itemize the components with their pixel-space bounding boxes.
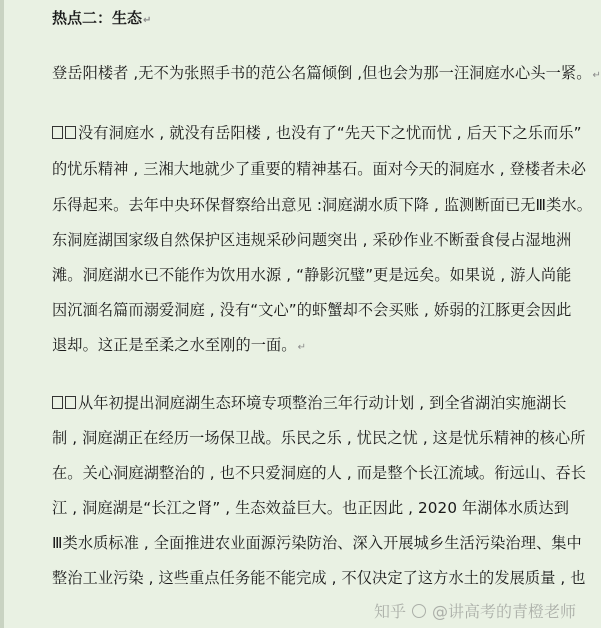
placeholder-box-icon (65, 126, 76, 139)
return-mark: ↵ (297, 342, 307, 353)
paragraph-3-line-5: Ⅲ类水质标准 , 全面推进农业面源污染防治、深入开展城乡生活污染治理、集中 (52, 534, 582, 552)
paragraph-2-line-3: 乐得起来。去年中央环保督察给出意见 :洞庭湖水质下降 , 监测断面已无Ⅲ类水。 (52, 196, 592, 214)
watermark-author: @讲高考的青橙老师 (431, 602, 576, 621)
paragraph-2-line-1: 没有洞庭水 , 就没有岳阳楼 , 也没有了“先天下之忧而忧 , 后天下之乐而乐” (52, 122, 582, 144)
paragraph-3-line-6: 整治工业污染 , 这些重点任务能不能完成 , 不仅决定了这方水土的发展质量 , 也 (52, 569, 586, 587)
paragraph-3-line-3: 在。关心洞庭湖整治的 , 也不只爱洞庭的人 , 而是整个长江流域。衔远山、吞长 (52, 464, 587, 482)
paragraph-2-line-6: 因沉湎名篇而溺爱洞庭 , 没有“文心”的虾蟹却不会买账 , 娇弱的江豚更会因此 (52, 301, 572, 319)
return-mark: ↵ (143, 15, 152, 26)
paragraph-2-line-2: 的忧乐精神 , 三湘大地就少了重要的精神基石。面对今天的洞庭水 , 登楼者未必 (52, 160, 587, 178)
placeholder-box-icon (52, 396, 63, 409)
paragraph-3-line-1: 从年初提出洞庭湖生态环境专项整治三年行动计划 , 到全省湖泊实施湖长 (52, 392, 567, 414)
watermark-site: 知乎 (373, 602, 406, 621)
placeholder-box-icon (65, 396, 76, 409)
page-left-border (0, 0, 4, 628)
paragraph-2-line-5: 滩。洞庭湖水已不能作为饮用水源 , “静影沉璧”更是远矣。如果说 , 游人尚能 (52, 266, 572, 284)
return-mark: ↵ (592, 70, 601, 81)
paragraph-1-line-1: 登岳阳楼者 ,无不为张照手书的范公名篇倾倒 ,但也会为那一汪洞庭水心头一紧。↵ (52, 64, 601, 82)
paragraph-3-line-4: 江 , 洞庭湖是“长江之肾” , 生态效益巨大。也正因此 , 2020 年湖体水质达到 (52, 499, 570, 517)
zhihu-watermark (374, 599, 576, 622)
avatar-icon (412, 604, 426, 618)
paragraph-2-line-4: 东洞庭湖国家级自然保护区违规采砂问题突出 , 采砂作业不断蚕食侵占湿地洲 (52, 231, 572, 249)
placeholder-box-icon (52, 126, 63, 139)
heading-text: 热点二：生态 (52, 9, 143, 27)
paragraph-3-line-2: 制 , 洞庭湖正在经历一场保卫战。乐民之乐 , 忧民之忧 , 这是忧乐精神的核心所 (52, 429, 586, 447)
section-heading (52, 7, 151, 32)
paragraph-2-line-7: 退却。这正是至柔之水至刚的一面。↵ (52, 336, 307, 354)
